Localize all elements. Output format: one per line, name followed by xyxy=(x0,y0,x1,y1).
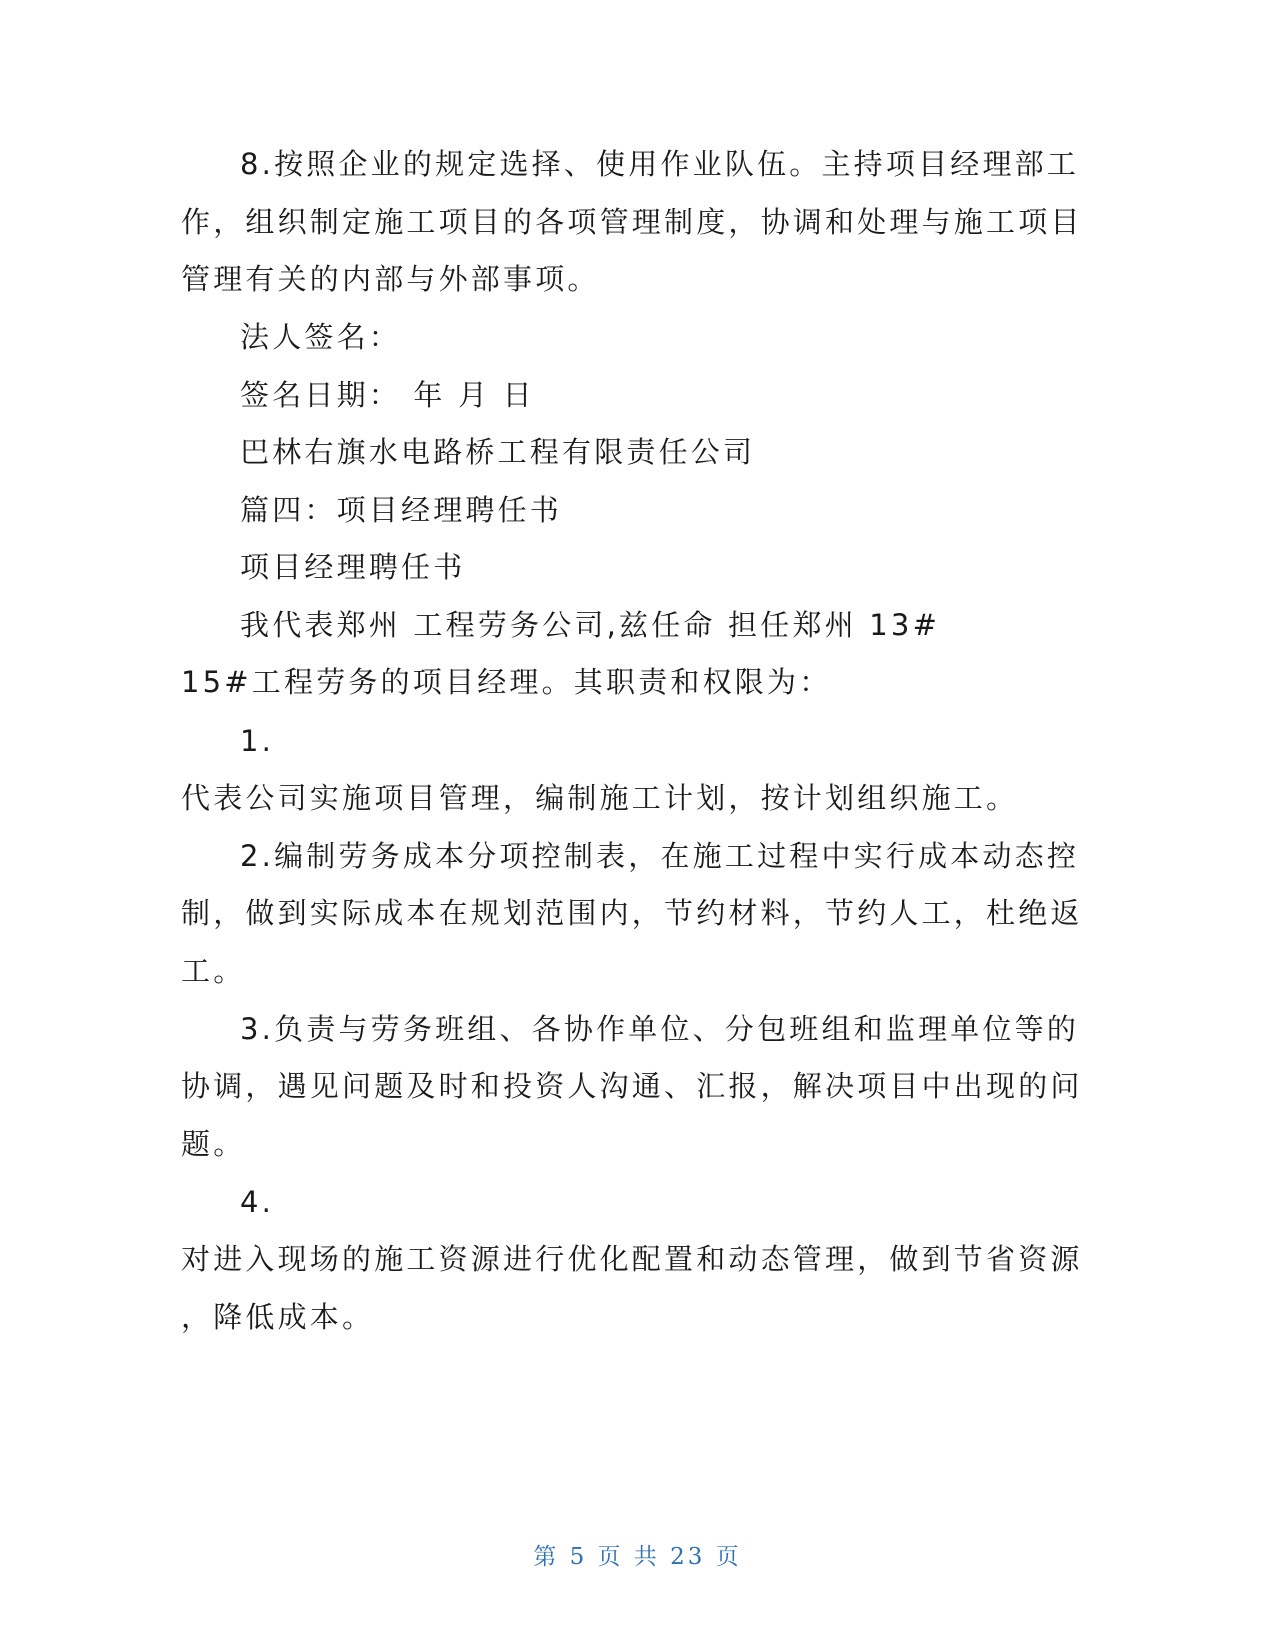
signature-date: 签名日期： 年 月 日 xyxy=(240,378,535,412)
list-number: 1. xyxy=(240,724,275,758)
paragraph-line: 我代表郑州 工程劳务公司,兹任命 担任郑州 13# xyxy=(240,608,941,642)
document-title: 项目经理聘任书 xyxy=(240,550,466,584)
paragraph-line: ，降低成本。 xyxy=(181,1300,375,1334)
page-footer: 第 5 页 共 23 页 xyxy=(533,1544,742,1570)
paragraph-line: 题。 xyxy=(181,1127,246,1161)
paragraph-line: 2.编制劳务成本分项控制表，在施工过程中实行成本动态控 xyxy=(240,839,1080,873)
paragraph-line: 8.按照企业的规定选择、使用作业队伍。主持项目经理部工 xyxy=(240,147,1080,181)
list-number: 4. xyxy=(240,1185,275,1219)
paragraph-line: 管理有关的内部与外部事项。 xyxy=(181,262,600,296)
paragraph-line: 对进入现场的施工资源进行优化配置和动态管理，做到节省资源 xyxy=(181,1242,1083,1276)
paragraph-line: 作，组织制定施工项目的各项管理制度，协调和处理与施工项目 xyxy=(181,205,1083,239)
paragraph-line: 制，做到实际成本在规划范围内，节约材料，节约人工，杜绝返 xyxy=(181,896,1083,930)
paragraph-line: 工。 xyxy=(181,954,246,988)
paragraph-line: 协调，遇见问题及时和投资人沟通、汇报，解决项目中出现的问 xyxy=(181,1069,1083,1103)
paragraph-line: 3.负责与劳务班组、各协作单位、分包班组和监理单位等的 xyxy=(240,1012,1080,1046)
section-heading: 篇四：项目经理聘任书 xyxy=(240,493,563,527)
paragraph-line: 代表公司实施项目管理，编制施工计划，按计划组织施工。 xyxy=(181,781,1019,815)
company-name: 巴林右旗水电路桥工程有限责任公司 xyxy=(240,435,756,469)
signature-label: 法人签名： xyxy=(240,320,402,354)
paragraph-line: 15#工程劳务的项目经理。其职责和权限为： xyxy=(181,665,832,699)
